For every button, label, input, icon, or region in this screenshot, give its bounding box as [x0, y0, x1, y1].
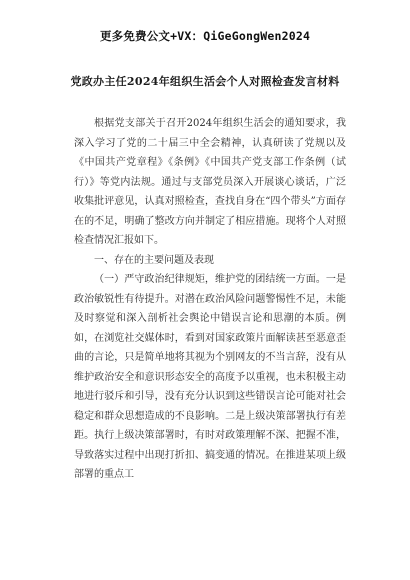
document-title: 党政办主任2024年组织生活会个人对照检查发言材料	[70, 75, 340, 88]
document-body	[74, 114, 346, 485]
intro-paragraph: 根据党支部关于召开2024年组织生活会的通知要求，我深入学习了党的二十届三中全会精神，认真研读了党规以及《中国共产党章程》《条例》《中国共产党支部工作条例（试行）》等党内法规。通过与支部党员深入开展谈心谈话，广泛收集批评意见，认真对照检查，查找自身在“四个带头”方面存在的不足，明确了整改方向并制定了相应措施。现将个人对照检查情况汇报如下。	[74, 118, 346, 246]
section-paragraph: （一）严守政治纪律规矩，维护党的团结统一方面。一是政治敏锐性有待提升。对潜在政治风险问题警惕性不足，未能及时察觉和深入剖析社会舆论中错误言论和思潮的本质。例如，在浏览社交媒体时，看到对国家政策片面解读甚至恶意歪曲的言论，只是简单地将其视为个别网友的不当言辞，没有从维护政治安全和意识形态安全的高度予以重视，也未积极主动地进行驳斥和引导，没有充分认识到这些错误言论可能对社会稳定和群众思想造成的不良影响。二是上级决策部署执行有差距。执行上级决策部署时，有时对政策理解不深、把握不准，导致落实过程中出现打折扣、搞变通的情况。在推进某项上级部署的重点工	[74, 274, 346, 480]
promo-header: 更多免费公文+VX：QiGeGongWen2024	[99, 29, 311, 43]
section-heading: 一、存在的主要问题及表现	[94, 254, 214, 266]
